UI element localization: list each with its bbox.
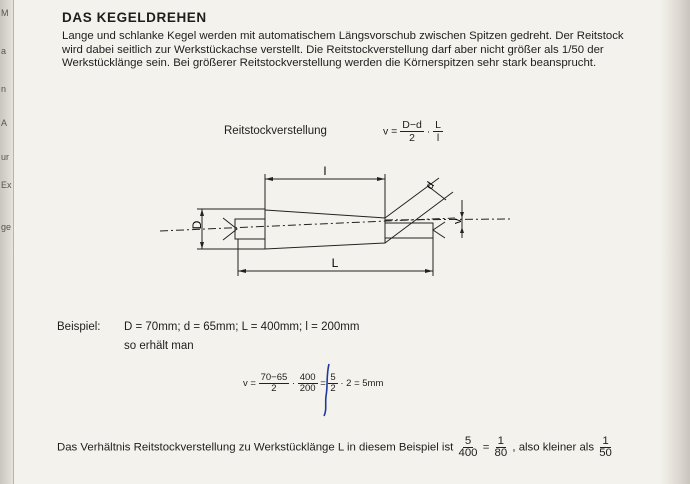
taper-body bbox=[265, 210, 385, 249]
strip-char: ge bbox=[1, 222, 12, 232]
conclusion-fraction-1 bbox=[457, 436, 480, 459]
fraction-numerator: 5 bbox=[464, 435, 472, 447]
book-gutter-shadow bbox=[660, 0, 690, 484]
example-values: D = 70mm; d = 65mm; L = 400mm; l = 200mm bbox=[124, 321, 360, 333]
tailstock-formula bbox=[383, 119, 443, 144]
label-l: l bbox=[323, 164, 327, 178]
strip-char: ur bbox=[1, 152, 10, 162]
pen-stroke-mark bbox=[320, 362, 334, 418]
label-L: L bbox=[331, 256, 339, 270]
intro-line: wird dabei seitlich zur Werkstückachse verstellt. Die Reitstockverstellung darf aber nicht größer als 1/50 der bbox=[62, 43, 604, 56]
example-calculation bbox=[243, 373, 383, 394]
formula-dot: · bbox=[426, 125, 431, 138]
strip-char: n bbox=[1, 84, 7, 94]
fraction-denominator: 400 bbox=[458, 447, 478, 459]
fraction-numerator: D−d bbox=[402, 119, 422, 131]
strip-char: M bbox=[1, 8, 9, 18]
example-result-text: so erhält man bbox=[124, 340, 194, 352]
right-center-point bbox=[433, 222, 445, 238]
d-extension-2 bbox=[385, 192, 453, 243]
fraction-denominator: 2 bbox=[271, 383, 277, 394]
calc-fraction-1 bbox=[259, 373, 290, 394]
conclusion-fraction-3 bbox=[597, 436, 614, 459]
page-title: DAS KEGELDREHEN bbox=[62, 10, 207, 25]
fraction-numerator: L bbox=[435, 119, 441, 131]
label-d: d bbox=[423, 179, 437, 192]
fraction-denominator: l bbox=[436, 132, 440, 144]
fraction-denominator: 200 bbox=[299, 383, 316, 394]
calc-lhs: v = bbox=[243, 378, 256, 390]
conclusion-equals: = bbox=[482, 441, 490, 454]
fraction-numerator: 70−65 bbox=[260, 372, 288, 383]
intro-line: Werkstücklänge sein. Bei größerer Reitstockverstellung werden die Körnerspitzen sehr stark beansprucht. bbox=[62, 57, 597, 69]
calc-tail: · 2 = 5mm bbox=[340, 378, 384, 390]
fraction-denominator: 2 bbox=[409, 132, 415, 144]
fraction-numerator: 400 bbox=[299, 372, 316, 383]
strip-char: Ex bbox=[1, 180, 12, 190]
adjacent-page-strip bbox=[0, 0, 14, 484]
example-label: Beispiel: bbox=[57, 321, 101, 333]
formula-fraction-1 bbox=[400, 119, 424, 144]
formula-fraction-2 bbox=[433, 119, 443, 144]
conclusion-line bbox=[57, 436, 614, 459]
fraction-denominator: 50 bbox=[599, 447, 612, 459]
fraction-denominator: 2 bbox=[330, 383, 336, 394]
intro-line: Lange und schlanke Kegel werden mit automatischem Längsvorschub zwischen Spitzen gedreht. Der Reitstock bbox=[62, 30, 624, 42]
fraction-numerator: 5 bbox=[330, 372, 336, 383]
strip-char: A bbox=[1, 118, 8, 128]
intro-paragraph bbox=[62, 30, 662, 71]
label-D: D bbox=[190, 220, 204, 230]
calc-equals: = bbox=[320, 378, 326, 390]
left-center-journal bbox=[235, 219, 265, 239]
taper-turning-diagram bbox=[155, 160, 525, 285]
formula-label: Reitstockverstellung bbox=[224, 125, 327, 137]
calc-dot: · bbox=[291, 378, 296, 390]
fraction-denominator: 80 bbox=[494, 447, 508, 459]
fraction-numerator: 1 bbox=[497, 435, 505, 447]
formula-lhs: v = bbox=[383, 125, 398, 138]
conclusion-fraction-2 bbox=[493, 436, 510, 459]
spindle-centerline bbox=[385, 219, 510, 220]
conclusion-tail: , also kleiner als bbox=[512, 441, 595, 454]
workpiece-centerline bbox=[160, 218, 455, 231]
conclusion-text: Das Verhältnis Reitstockverstellung zu Werkstücklänge L in diesem Beispiel ist bbox=[57, 441, 454, 454]
fraction-numerator: 1 bbox=[602, 435, 609, 447]
label-v: v bbox=[452, 218, 464, 224]
calc-fraction-2 bbox=[298, 373, 318, 394]
strip-char: a bbox=[1, 46, 7, 56]
